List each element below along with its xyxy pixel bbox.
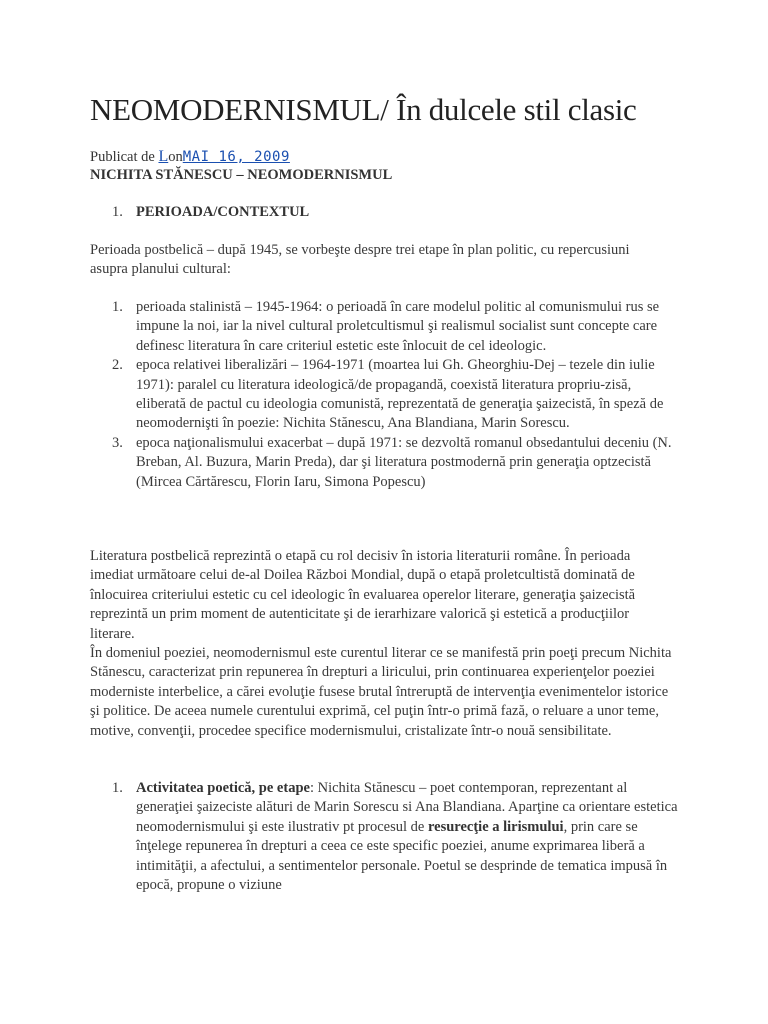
list-number: 3. [112, 434, 123, 451]
list-text: perioada stalinistă – 1945-1964: o perioadă în care modelul politic al comunismului rus se impune la noi, iar la nivel cultural proletcultismul şi realismul socialist sunt concepte care definesc literatura în care criteriul estetic este înlocuit de cel ideologic. [136, 299, 660, 354]
list-number: 1. [112, 204, 123, 220]
section-text: : Nichita Stănescu – poet contemporan, reprezentant al generaţiei şaizeciste alături de Marin Sorescu si Ana Blandiana. Aparţine ca orientare estetica neomodernismului şi este ilustrativ pt procesul de [136, 780, 678, 835]
periods-list [90, 298, 682, 492]
list-text: epoca relativei liberalizări – 1964-1971 (moartea lui Gh. Gheorghiu-Dej – tezele din iulie 1971): paralel cu literatura ideologică/de propagandă, coexistă literatura propriu-zisă, eliberată de pactul cu ideologia comunistă, reprezentată de generaţia şaizecistă, în speză de neomodernişti în poezie: Nichita Stănescu, Ana Blandiana, Marin Sorescu. [136, 357, 664, 432]
section-list-1 [90, 203, 680, 222]
list-item [90, 356, 682, 434]
list-item [90, 779, 686, 895]
intro-paragraph: Perioada postbelică – după 1945, se vorbeşte despre trei etape în plan politic, cu repercusiuni asupra planului cultural: [90, 242, 630, 278]
list-item [90, 434, 682, 492]
list-number: 1. [112, 780, 123, 796]
list-number: 1. [112, 299, 123, 315]
paragraph-neomodernism: În domeniul poeziei, neomodernismul este curentul literar ce se manifestă prin poeţi precum Nichita Stănescu, caracterizat prin repunerea în drepturi a liricului, prin continuarea experienţelor poeziei moderniste interbelice, a cărei evoluţie fusese brutal întreruptă de intervenţia evenimentelor istorice şi politice. De aceea numele curentului exprimă, cel puţin într-o primă fază, o reluare a unor teme, motive, convenţii, procedee specifice modernismului, cristalizate într-o nouă sensibilitate. [90, 645, 672, 739]
list-item [90, 203, 680, 222]
bold-term: resurecţie a lirismului [427, 818, 564, 835]
post-title: NEOMODERNISMUL/ În dulcele stil clasic [90, 92, 637, 127]
on-text: on [168, 149, 183, 165]
list-item [90, 298, 682, 356]
paragraph-postbelic: Literatura postbelică reprezintă o etapă cu rol decisiv în istoria literaturii române. În perioada imediat următoare celui de-al Doilea Război Mondial, după o etapă proletcultistă dominată de înlocuirea criteriului estetic cu cel ideologic în evaluarea operelor literare, generaţia şaizecistă reprezintă un prim moment de autenticitate şi de ierarhizare valorică şi estetică a producţiilor literare. [90, 548, 636, 642]
section-heading: Activitatea poetică, pe etape [136, 780, 310, 796]
section-list-2 [90, 779, 686, 895]
section-text: , prin care se înţelege repunerea în drepturi a ceea ce este specific poeziei, anume exprimarea liberă a intimităţii, a afectului, a sentimentelor personale. Poetul se desprinde de tematica impusă în epocă, propune o viziune [136, 818, 668, 894]
post-subtitle: NICHITA STĂNESCU – NEOMODERNISMUL [90, 167, 393, 183]
author-link[interactable]: L [158, 148, 169, 165]
published-prefix: Publicat de [90, 149, 159, 165]
post-meta [90, 148, 290, 166]
list-number: 2. [112, 357, 123, 374]
section-heading: PERIOADA/CONTEXTUL [136, 204, 310, 220]
list-text: epoca naţionalismului exacerbat – după 1971: se dezvoltă romanul obsedantului deceniu (N. Breban, Al. Buzura, Marin Preda), dar şi literatura postmodernă prin generaţia optzecistă (Mircea Cărtărescu, Florin Iaru, Simona Popescu) [136, 434, 672, 490]
date-link[interactable]: MAI 16, 2009 [182, 149, 290, 165]
